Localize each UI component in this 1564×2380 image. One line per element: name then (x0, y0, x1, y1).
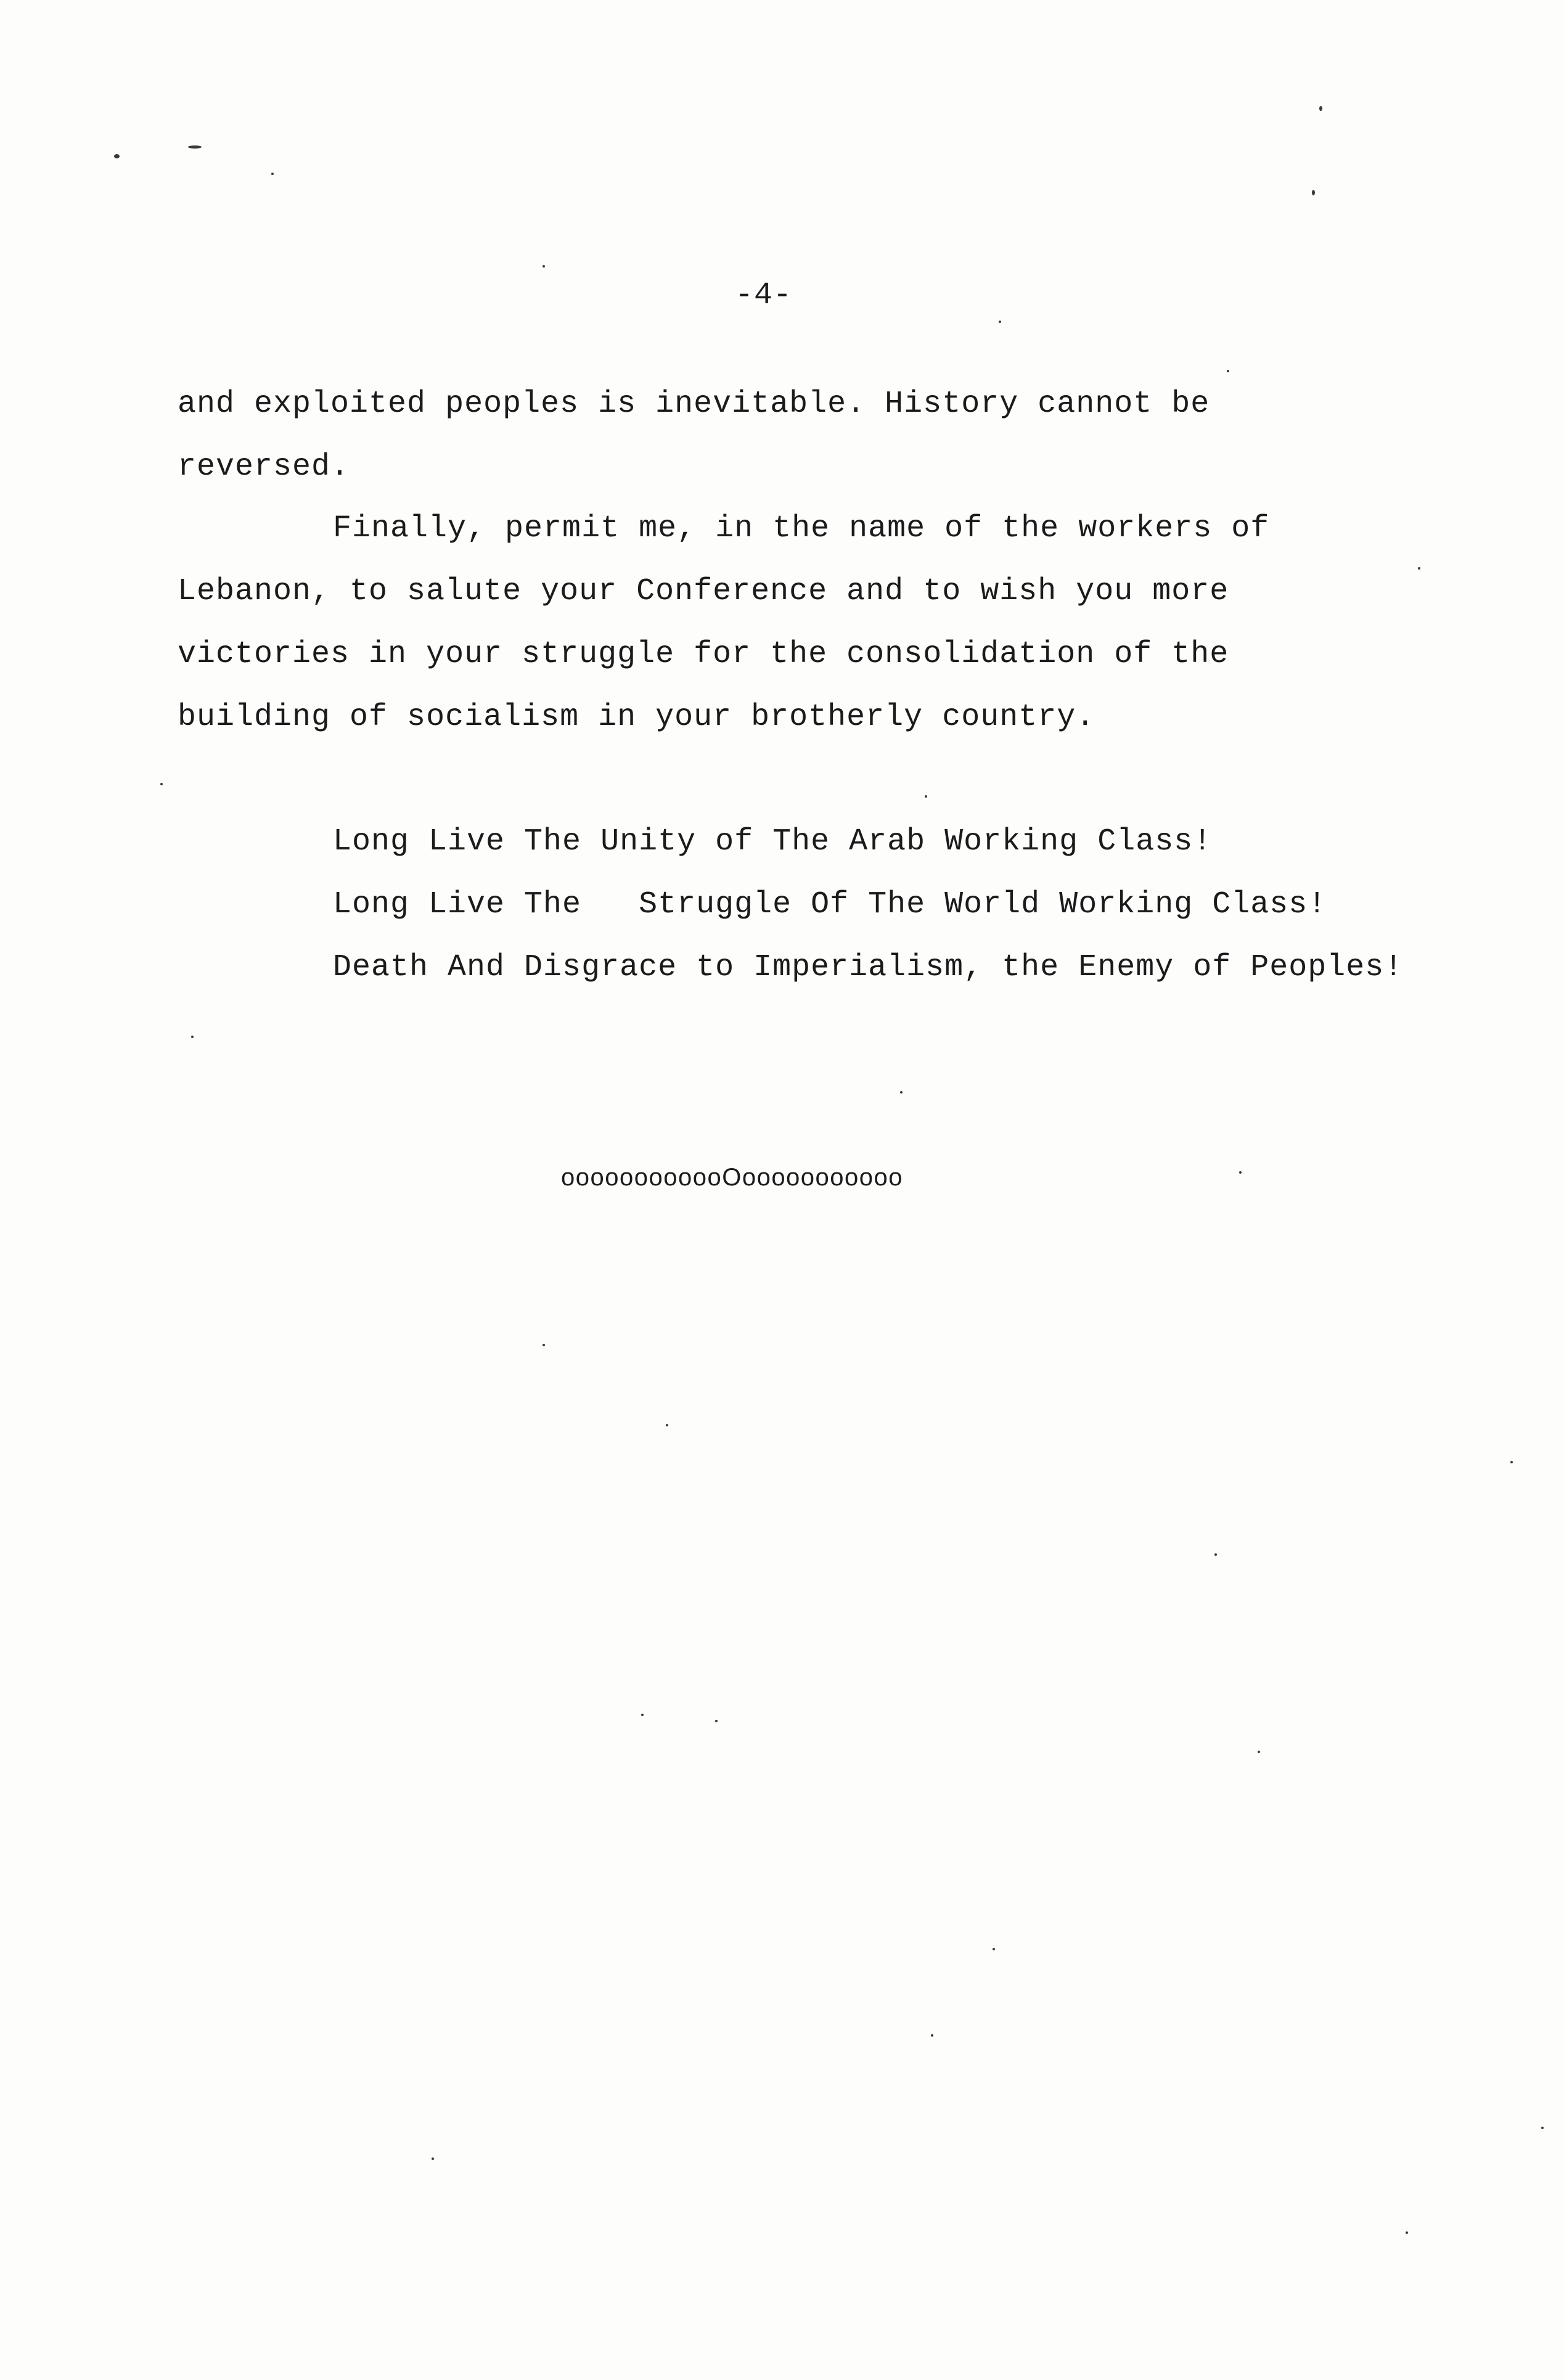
slogan-line: Death And Disgrace to Imperialism, the Enemy of Peoples! (333, 950, 1404, 985)
paragraph-line: victories in your struggle for the consolidation of the (178, 637, 1229, 672)
scan-speck (999, 321, 1001, 323)
scan-speck (271, 173, 274, 175)
scan-speck (432, 2157, 434, 2160)
section-terminator: oooooooooooOooooooooooo (561, 1164, 904, 1191)
scan-speck (542, 1344, 545, 1346)
slogan-line: Long Live The Struggle Of The World Working Class! (333, 887, 1327, 922)
scan-speck (1312, 190, 1315, 195)
scan-speck (993, 1948, 995, 1950)
scan-speck (925, 795, 927, 798)
scan-speck (1258, 1751, 1260, 1753)
paragraph-line: and exploited peoples is inevitable. History cannot be (178, 386, 1210, 422)
scan-speck (641, 1714, 644, 1716)
scan-speck (715, 1720, 718, 1722)
scan-speck (900, 1091, 903, 1094)
scan-speck (1227, 370, 1229, 372)
scan-speck (542, 265, 545, 268)
scan-speck (1541, 2127, 1544, 2129)
paragraph-line: reversed. (178, 449, 350, 485)
scan-speck (931, 2034, 933, 2037)
scan-speck (666, 1424, 668, 1426)
slogan-line: Long Live The Unity of The Arab Working Class! (333, 824, 1213, 859)
paragraph-line: building of socialism in your brotherly country. (178, 700, 1095, 735)
scan-speck (1418, 567, 1420, 570)
paragraph-line: Finally, permit me, in the name of the workers of (333, 511, 1270, 546)
scan-speck (191, 1036, 194, 1038)
scan-speck (1510, 1461, 1513, 1463)
paragraph-line: Lebanon, to salute your Conference and to wish you more (178, 574, 1229, 609)
page-number: -4- (735, 278, 793, 313)
scan-speck (1239, 1171, 1242, 1174)
scan-speck (114, 154, 120, 158)
scan-speck (160, 783, 163, 785)
scan-speck (1406, 2231, 1408, 2234)
scan-speck (188, 145, 202, 149)
scan-speck (1319, 106, 1322, 111)
scan-speck (1214, 1553, 1217, 1556)
